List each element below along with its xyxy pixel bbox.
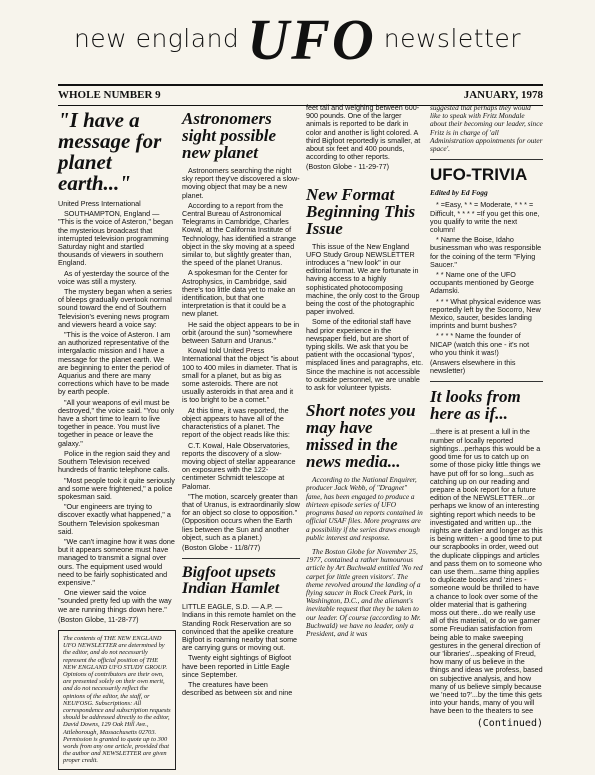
whole-number: WHOLE NUMBER 9 [58, 89, 161, 101]
article-paragraph: According to a report from the Central Bureau of Astronomical Telegrams in Cambridge, Charles Kowal, at the California Institute of Technology, has identified a strange object in the sky moving at a speed similar to, but slightly greater than, the speed of the planet Uranus. [182, 200, 297, 268]
trivia-item: * Name the Boise, Idaho businessman who was responsible for the coining of the term "Flying Saucer." [430, 235, 542, 269]
short-note: The Boston Globe for November 25, 1977, contained a rather humourous article by Art Buchwald entitled 'No red carpet for little green visitors'. The theme revolved around the landing of a flying saucer in Rock Creek Park, in Washington, D.C., and the alienant's inevitable request that they be taken to our leader. Of course (according to Mr. Buchwald) we have no leader, only a President, and it was [306, 546, 423, 638]
article-paragraph: feet tall and weighing between 600-900 pounds. One of the larger animals is reported to be dark in color and another is light colored. A third Bigfoot reportedly is smaller, at about six feet and 400 pounds, according to other reports. [306, 103, 421, 162]
article-paragraph: Kowal told United Press International that the object "is about 100 to 400 miles in diameter. That is small for a planet, but as big as some asteroids. There are not usually asteroids in that area and it is too bright to be a comet." [182, 346, 299, 405]
article-paragraph: Twenty eight sightings of Bigfoot have been reported in Little Eagle since September. [182, 653, 292, 679]
headline-asteron: "I have a message for planet earth..." [58, 108, 162, 195]
article-paragraph: One viewer said the voice "sounded pretty fed up with the way we are running things down here." [58, 588, 172, 614]
trivia-item: * =Easy, * * = Moderate, * * * = Difficult, * * * * =If you get this one, you qualify to write the next column! [430, 200, 540, 235]
trivia-item: * * * * Name the founder of NICAP (watch this one - it's not who you think it was!) [430, 331, 530, 357]
issue-date: JANUARY, 1978 [463, 89, 543, 101]
article-paragraph: This issue of the New England UFO Study Group NEWSLETTER introduces a "new look" in our editorial format. We are fortunate in having access to a highly sophisticated photocomposing machine, the only cost to the Group being the cost of the photographic paper involved. [306, 241, 420, 317]
editorial-notice-box [58, 630, 176, 770]
divider [182, 558, 300, 559]
column-4 [430, 104, 543, 728]
article-paragraph: "This is the voice of Asteron. I am an authorized representative of the intergalactic mission and I have a message for the planet earth. We are beginning to enter the period of Aquarius and there are many corrections which have to be made by earth people. [58, 330, 171, 397]
article-paragraph: At this time, it was reported, the object appears to have all of the characteristics of a planet. The report of the object reads like this: [182, 405, 290, 440]
article-paragraph: C.T. Kowal, Hale Observatories, reports the discovery of a slow-moving object of stellar appearance on exposures with the 122-centimeter Schmidt telescope at Palomar. [182, 440, 296, 491]
byline: Edited by Ed Fogg [430, 188, 488, 198]
headline-astronomers: Astronomers sight possible new planet [182, 109, 276, 162]
article-source: (Boston Globe - 11/8/77) [182, 542, 261, 552]
article-source: (Boston Globe, 11-28-77) [58, 614, 139, 624]
article-paragraph: SOUTHAMPTON, England — "This is the voice of Asteron," began the mysterious broadcast that interrupted television programming Saturday night and startled thousands of viewers in southern England. [58, 209, 173, 268]
article-paragraph: suggested that perhaps they would like to speak with Fritz Mondale about their becoming our leader, since Fritz is in charge of 'all Administration appointments for outer space'. [430, 103, 543, 154]
column-3 [306, 104, 424, 640]
column-1 [58, 104, 176, 770]
article-source: (Boston Globe - 11-29-77) [306, 162, 389, 172]
masthead [0, 6, 595, 78]
article-paragraph: He said the object appears to be in orbit (around the sun) "somewhere between Saturn and Uranus." [182, 319, 300, 346]
headline-short-notes: Short notes you may have missed in the news media... [306, 401, 416, 472]
trivia-item: * * Name one of the UFO occupants mentioned by George Adamski. [430, 270, 534, 296]
headline-new-format: New Format Beginning This Issue [306, 184, 416, 238]
masthead-post: newsletter [383, 24, 522, 53]
article-paragraph: Police in the region said they and Southern Television received hundreds of frantic telephone calls. [58, 448, 170, 475]
short-note: According to the National Enquirer, producer Jack Webb, of "Dragnet" fame, has been engaged to produce a thirteen episode series of UFO programs based on reports contained in official USAF files. More programs are a possibility if the series draws enough public interest and response. [306, 475, 423, 542]
article-paragraph: ...there is at present a lull in the number of locally reported sightings...perhaps this would be a good time for us to catch up on some of those picky little things we have put off for so long...such as catching up on our reading and prepare a book report for a future edition of the NEWSLETTER...or perhaps we know of an interesting sighting report which needs to be investigated and written up...the nights are darker and longer as this is being written - a good time to put our scrapbooks in order, weed out the duplicate clippings and articles and pass them on to someone who can use them...same thing applies to duplicate books and 'zines - someone would be thrilled to have a chance to look over some of the older material that is gathering moss out there...do we really use all of this material, or do we garner some Freudian satisfaction from being able to make sweeping gestures in the general direction of our 'libraries'...speaking of Freud, how many of us believe in the things and ideas we profess, based on subjective analysis, and how many of us believe simply because we 'need to?'...by the time this gets into your hands, many of you will have been to the theaters to see [430, 427, 543, 716]
article-paragraph: The mystery began when a series of bleeps gradually overtook normal sound toward the end of Southern Television's evening news program and viewers heard a voice say: [58, 287, 172, 329]
continued-label: (Continued) [476, 717, 543, 729]
headline-ufo-trivia: UFO-TRIVIA [430, 165, 528, 185]
article-paragraph: "The motion, scarcely greater than that of Uranus, is extraordinarily slow for an object so close to opposition." (Opposition occurs when the Earth lies between the Sun and another object, such as a planet.) [182, 491, 300, 542]
article-paragraph: The creatures have been described as between six and nine [182, 679, 293, 698]
article-paragraph: "Most people took it quite seriously and some were frightened," a police spokesman said. [58, 475, 175, 501]
article-paragraph: A spokesman for the Center for Astrophysics, in Cambridge, said there's too little data yet to make an identification, but that one interpretation is that it could be a new planet. [182, 268, 296, 319]
article-paragraph: "All your weapons of evil must be destroyed," the voice said. "You only have a short time to learn to live together in peace. You must live together in peace or leave the galaxy." [58, 397, 174, 448]
trivia-answers-note: (Answers elsewhere in this newsletter) [430, 358, 516, 376]
article-paragraph: Some of the editorial staff have had prior experience in the newspaper field, but are short of typing skills. We ask that you be patient with the occasional 'typos', misplaced lines and paragraphs, etc. Since the machine is not accessible to outside personnel, we are unable to ask for volunteer typists. [306, 317, 424, 393]
article-paragraph: As of yesterday the source of the voice was still a mystery. [58, 268, 170, 286]
masthead-ufo: UFO [247, 7, 376, 72]
headline-it-looks: It looks from here as if... [430, 387, 521, 424]
headline-bigfoot: Bigfoot upsets Indian Hamlet [182, 564, 280, 598]
column-2 [182, 104, 300, 699]
article-paragraph: United Press International [58, 199, 141, 208]
divider [430, 159, 543, 160]
trivia-item: * * * What physical evidence was reportedly left by the Socorro, New Mexico, saucer, besides landing imprints and burnt bushes? [430, 296, 541, 331]
article-paragraph: Astronomers searching the night sky report they've discovered a slow-moving object that may be a new planet. [182, 166, 300, 200]
masthead-pre: new england [73, 24, 240, 53]
article-paragraph: LITTLE EAGLE, S.D. — A.P. — Indians in this remote hamlet on the Standing Rock Reservation are so convinced that the apelike creature Bigfoot is roaming nearby that some are carrying guns or moving out. [182, 602, 298, 653]
divider [430, 381, 543, 382]
article-paragraph: "Our engineers are trying to discover exactly what happened," a Southern Television spokesman said. [58, 502, 171, 536]
article-paragraph: "We can't imagine how it was done but it appears someone must have managed to transmit a signal over ours. The equipment used would need to be fairly sophisticated and expensive." [58, 536, 175, 587]
editorial-notice: The contents of THE NEW ENGLAND UFO NEWSLETTER are determined by the editor, and do not necessarily represent the official position of THE NEW ENGLAND UFO STUDY GROUP. Opinions of contributors are their own, are presented solely on their own merit, and do not necessarily reflect the opinions of the editor, the staff, or NEUFOSG. Subscriptions: All correspondence and subscription requests should be addressed directly to the editor, David Downs, 129 Oak Hill Ave., Attleborough, Massachusetts 02703. Permission is granted to quote up to 300 words from any one article, provided that the author and NEWSLETTER are given proper credit. [63, 634, 171, 765]
